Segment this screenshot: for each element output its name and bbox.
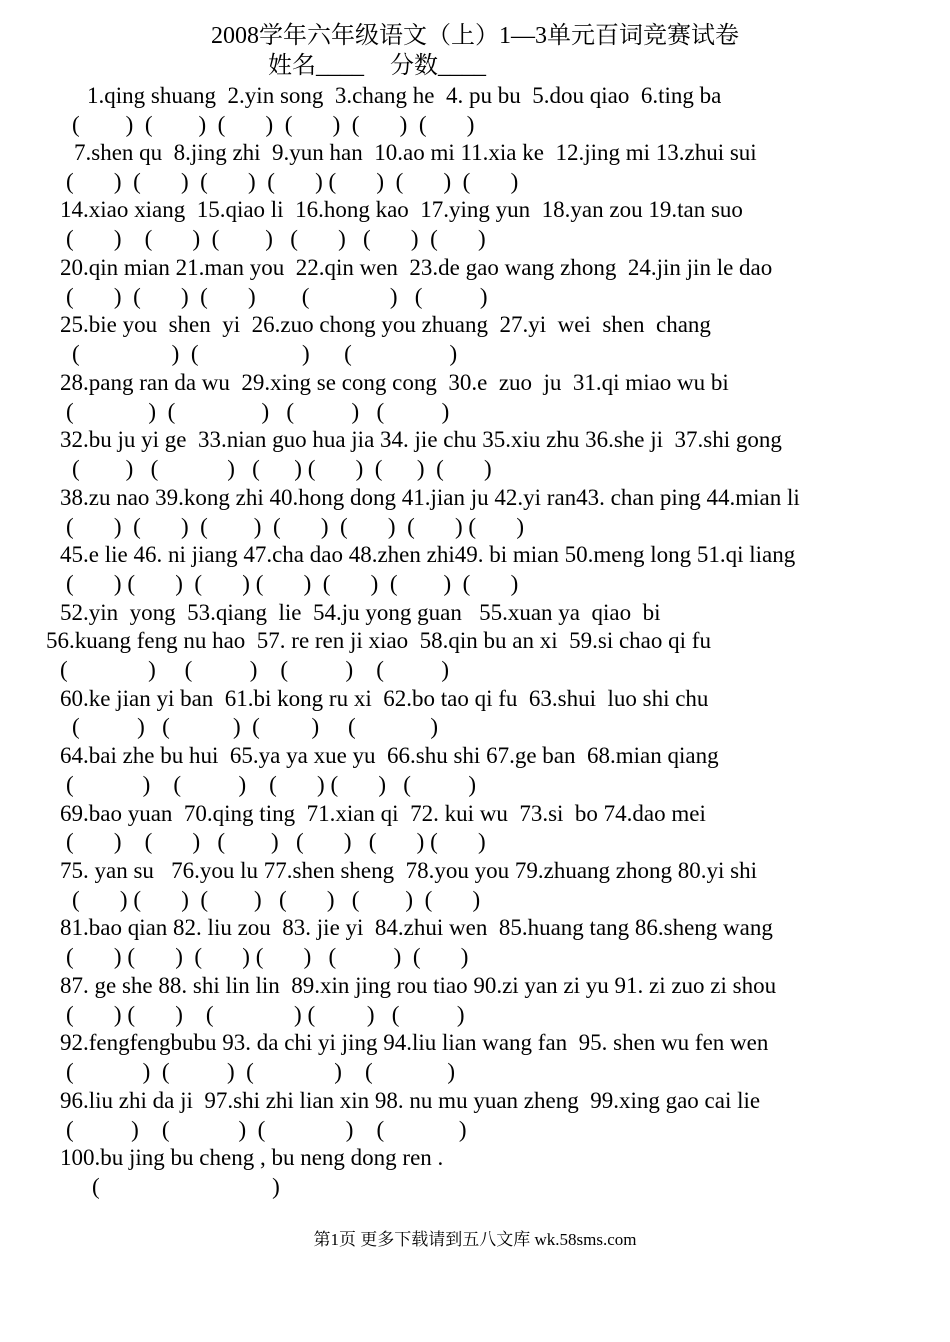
answer-line: ( ) ( ) ( ) ( ) xyxy=(66,399,450,424)
question-line: 69.bao yuan 70.qing ting 71.xian qi 72. kui wu 73.si bo 74.dao mei xyxy=(60,801,706,826)
answer-line: ( ) ( ) ( ) ( ) xyxy=(60,657,450,682)
exam-title: 2008学年六年级语文（上）1—3单元百词竞赛试卷 xyxy=(211,23,739,49)
name-field: 姓名____ xyxy=(268,53,364,79)
student-info-line xyxy=(268,50,486,82)
question-line: 20.qin mian 21.man you 22.qin wen 23.de gao wang zhong 24.jin jin le dao xyxy=(60,255,773,280)
question-line: 28.pang ran da wu 29.xing se cong cong 30.e zuo ju 31.qi miao wu bi xyxy=(60,370,729,395)
question-line: 45.e lie 46. ni jiang 47.cha dao 48.zhen zhi49. bi mian 50.meng long 51.qi liang xyxy=(60,542,796,567)
question-line: 75. yan su 76.you lu 77.shen sheng 78.you you 79.zhuang zhong 80.yi shi xyxy=(60,858,757,883)
answer-line: ( ) ( ) ( ) ( ) ( ) xyxy=(66,284,488,309)
question-line: 38.zu nao 39.kong zhi 40.hong dong 41.jian ju 42.yi ran43. chan ping 44.mian li xyxy=(60,485,800,510)
answer-line: ( ) ( ) ( ) xyxy=(72,341,458,366)
answer-line: ( ) ( ) ( ) ( ) ( ) ( ) xyxy=(72,456,492,481)
answer-line: ( ) ( ) ( ) ( ) ( ) ( ) xyxy=(66,944,469,969)
question-line: 14.xiao xiang 15.qiao li 16.hong kao 17.ying yun 18.yan zou 19.tan suo xyxy=(60,197,743,222)
question-line: 64.bai zhe bu hui 65.ya ya xue yu 66.shu shi 67.ge ban 68.mian qiang xyxy=(60,743,719,768)
answer-line: ( ) ( ) ( ) ( ) xyxy=(66,1059,456,1084)
question-line: 56.kuang feng nu hao 57. re ren ji xiao 58.qin bu an xi 59.si chao qi fu xyxy=(46,628,711,653)
question-line: 1.qing shuang 2.yin song 3.chang he 4. pu bu 5.dou qiao 6.ting ba xyxy=(87,83,722,108)
question-line: 25.bie you shen yi 26.zuo chong you zhuang 27.yi wei shen chang xyxy=(60,312,711,337)
answer-line: ( ) ( ) ( ) ( ) ( ) ( ) xyxy=(72,112,475,137)
answer-line: ( ) ( ) ( ) ( ) xyxy=(72,714,439,739)
answer-line: ( ) ( ) ( ) ( ) ( ) ( ) ( ) xyxy=(66,571,519,596)
question-line: 60.ke jian yi ban 61.bi kong ru xi 62.bo tao qi fu 63.shui luo shi chu xyxy=(60,686,709,711)
answer-line: ( ) ( ) ( ) ( ) ( ) ( ) ( ) xyxy=(66,514,524,539)
answer-line: ( ) xyxy=(92,1174,280,1199)
answer-line: ( ) ( ) ( ) ( ) ( ) xyxy=(66,772,477,797)
answer-line: ( ) ( ) ( ) ( ) ( ) ( ) xyxy=(72,887,481,912)
answer-line: ( ) ( ) ( ) ( ) ( ) ( ) ( ) xyxy=(66,169,519,194)
page-footer: 第1页 更多下载请到五八文库 wk.58sms.com xyxy=(313,1230,637,1249)
answer-line: ( ) ( ) ( ) ( ) ( ) ( ) xyxy=(66,829,486,854)
question-line: 87. ge she 88. shi lin lin 89.xin jing rou tiao 90.zi yan zi yu 91. zi zuo zi shou xyxy=(60,973,777,998)
question-line: 52.yin yong 53.qiang lie 54.ju yong guan 55.xuan ya qiao bi xyxy=(60,600,661,625)
answer-line: ( ) ( ) ( ) ( ) ( ) ( ) xyxy=(66,226,486,251)
question-line: 92.fengfengbubu 93. da chi yi jing 94.liu lian wang fan 95. shen wu fen wen xyxy=(60,1030,769,1055)
question-line: 81.bao qian 82. liu zou 83. jie yi 84.zhui wen 85.huang tang 86.sheng wang xyxy=(60,915,773,940)
answer-line: ( ) ( ) ( ) ( ) xyxy=(66,1117,467,1142)
score-field: 分数____ xyxy=(390,53,486,79)
answer-line: ( ) ( ) ( ) ( ) ( ) xyxy=(66,1002,465,1027)
question-line: 32.bu ju yi ge 33.nian guo hua jia 34. jie chu 35.xiu zhu 36.she ji 37.shi gong xyxy=(60,427,782,452)
question-line: 100.bu jing bu cheng , bu neng dong ren . xyxy=(60,1145,444,1170)
question-line: 96.liu zhi da ji 97.shi zhi lian xin 98. nu mu yuan zheng 99.xing gao cai lie xyxy=(60,1088,761,1113)
question-line: 7.shen qu 8.jing zhi 9.yun han 10.ao mi 11.xia ke 12.jing mi 13.zhui sui xyxy=(74,140,757,165)
